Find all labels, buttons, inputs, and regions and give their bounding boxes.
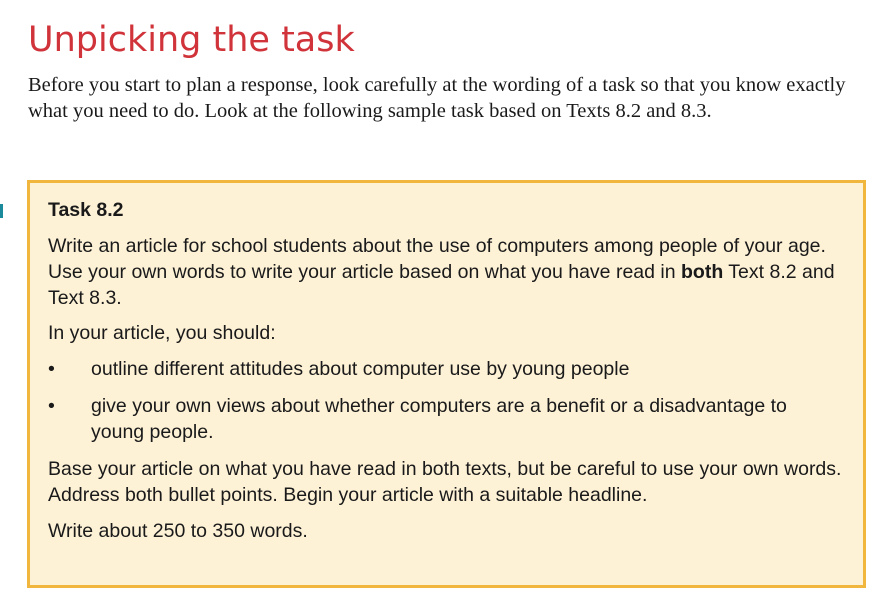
task-guidance: Base your article on what you have read in both texts, but be careful to use your own words. Address both bullet points. Begin your article with a suitable headline. [48,458,842,506]
task-instruction-end: Text 8.2 and Text 8.3. [48,261,835,309]
task-lead-in: In your article, you should: [48,322,276,344]
task-title: Task 8.2 [48,199,124,221]
bullet-text: give your own views about whether computers are a benefit or a disadvantage to young people. [91,395,787,443]
task-box [27,180,866,588]
margin-marker [0,204,3,218]
task-instruction [48,233,845,311]
bullet-icon: • [48,358,55,380]
task-instruction-emphasis: both [681,261,724,283]
bullet-text: outline different attitudes about computer use by young people [91,358,630,380]
intro-paragraph: Before you start to plan a response, look carefully at the wording of a task so that you know exactly what you need to do. Look at the following sample task based on Texts 8.2 and 8.3. [28,74,846,122]
task-word-count: Write about 250 to 350 words. [48,520,308,542]
bullet-icon: • [48,395,55,417]
task-bullet-list [48,356,845,445]
section-heading: Unpicking the task [28,20,355,60]
list-item [48,393,845,445]
task-instruction-start: Write an article for school students about the use of computers among people of your age. Use your own words to write your article based on what you have read in [48,235,826,283]
list-item [48,356,845,382]
